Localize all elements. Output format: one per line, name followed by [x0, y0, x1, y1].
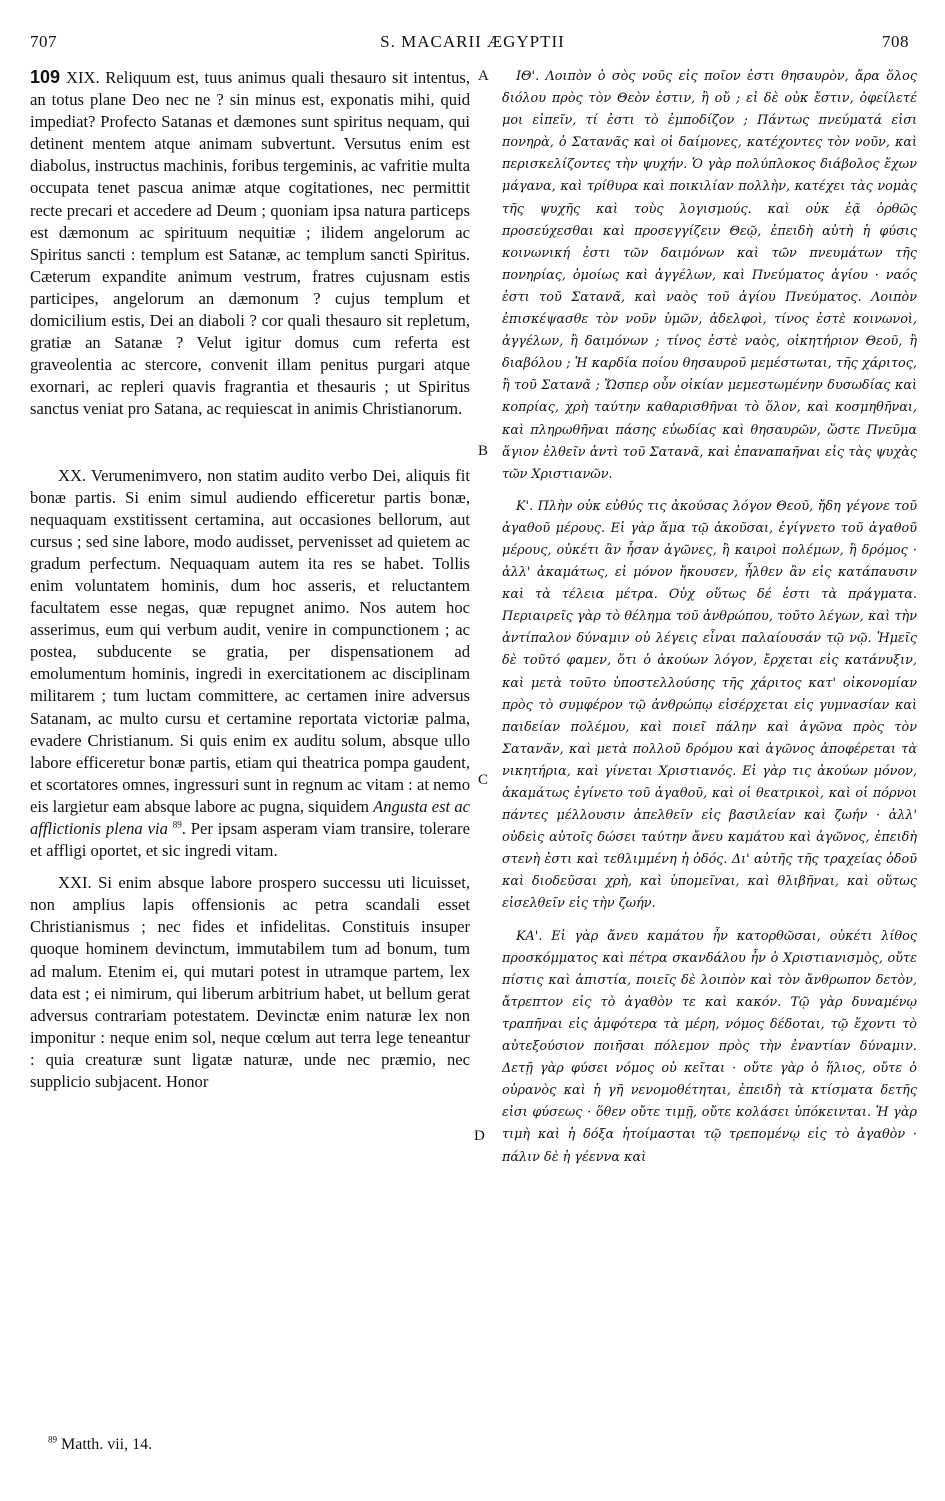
footnote-marker: 89 [172, 819, 182, 830]
latin-paragraph-xx-text: XX. Verumenimvero, non statim audito verbo Dei, aliquis fit bonæ partis. Si enim simul audiendo efficeretur partis bonæ, nequaquam exstitissent certamina, aut occasiones bellorum, aut cursus ; sed sine labore, modo audisset, pervenisset ad quietem ac gradum perfectum. Nequaquam autem ita res se habet. Tollis enim voluntatem hominis, dum hoc asseris, et reluctantem facultatem esse negas, quæ repugnet animo. Nos autem hoc asserimus, eum qui verbum audit, venire in compunctionem ; ac postea, subducente se gratia, per dispensationem ad emolumentum hominis, ingredi in exercitationem ac disciplinam militarem ; tum luctam committere, ac certamen inire adversus Satanam, ac multo cursu et certamine reportata victoriæ palma, evadere Christianum. Si quis enim ex auditu solum, absque ullo labore efficeretur bonæ partis, etiam qui theatrica pompa gaudent, et scortatores omnes, ingressuri sunt in regnum ac vitam : at nemo eis largietur eam absque labore ac pugna, siquidem [30, 465, 470, 816]
margin-letter-a: A [478, 68, 489, 84]
greek-paragraph-ith: ΙΘ'. Λοιπὸν ὁ σὸς νοῦς εἰς ποῖον ἐστι θησαυρὸν, ἄρα ὅλος διόλου πρὸς τὸν Θεὸν ἐστιν, ἢ οὔ ; εἰ δὲ οὐκ ἔστιν, ὀφείλετέ μοι εἰπεῖν, τί ἐστι τὸ ἐμποδίζον ; Πάντως πνεύματά εἰσι πονηρὰ, ὁ Σατανᾶς καὶ οἱ δαίμονες, κατέχοντες τὸν νοῦν, καὶ περισκελίζοντες τὴν ψυχήν. Ὁ γὰρ πολύπλοκος διάβολος ἔχων μάγανα, καὶ τρίθυρα καὶ ποικιλίαν πολλὴν, κατέχει τὰς νομὰς τῆς ψυχῆς καὶ τοὺς λογισμούς. καὶ οὐκ ἐᾷ ὀρθῶς προσεύχεσθαι καὶ προσεγγίζειν Θεῷ, ἐπειδὴ αὐτὴ ἡ φύσις κοινωνική ἐστι τῶν δαιμόνων καὶ τῶν πνευμάτων τῆς πονηρίας, ὁμοίως καὶ ἀγγέλων, καὶ Πνεύματος ἁγίου · ναός ἐστι τοῦ Σατανᾶ, καὶ ναὸς τοῦ ἁγίου Πνεύματος. Λοιπὸν ἐπισκέψασθε τὸν νοῦν ὑμῶν, ἀδελφοὶ, τίνος ἐστὲ κοινωνοὶ, ἀγγέλων, ἢ δαιμόνων ; τίνος ἐστὲ ναὸς, οἰκητήριον Θεοῦ, ἢ διαβόλου ; Ἡ καρδία ποίου θησαυροῦ μεμέστωται, τῆς χάριτος, ἢ τοῦ Σατανᾶ ; Ὥσπερ οὖν οἰκίαν μεμεστωμένην δυσωδίας καὶ κοπρίας, χρὴ ταύτην καθαρισθῆναι τὸ ὅλον, καὶ κοσμηθῆναι, καὶ πληρωθῆναι πάσης εὐωδίας καὶ θησαυρῶν, ὥστε Πνεῦμα ἅγιον ἐλθεῖν ἀντὶ τοῦ Σατανᾶ, καὶ ἐπαναπαῆναι εἰς τὰς ψυχὰς τῶν Χριστιανῶν. [502, 69, 917, 482]
latin-paragraph-xxi: XXI. Si enim absque labore prospero successu uti licuisset, non amplius lapis offensionis ac petra scandali esset Christianismus ; nec fides et infidelitas. Constituis insuper quoque hominem devinctum, immutabilem tum ad bonum, tum ad malum. Etenim ei, qui mutari potest in utramque partem, lex data est ; ei nimirum, qui liberum arbitrium habet, ut bellum gerat adversus contrariam potestatem. Devinctæ enim naturæ lex non imponitur : neque enim sol, neque cœlum aut terra lege teneantur : quia creaturæ sunt ligatæ naturæ, unde nec præmio, nec supplicio subjacent. Honor [30, 873, 470, 1092]
running-title: S. MACARII ÆGYPTII [380, 32, 565, 51]
page-header [0, 32, 945, 56]
latin-paragraph-xx [30, 465, 470, 863]
page-number-right: 708 [882, 32, 909, 51]
latin-column [30, 66, 470, 1093]
latin-paragraph-xix [30, 66, 470, 421]
footnote [30, 1436, 470, 1454]
greek-paragraph-k: Κ'. Πλὴν οὐκ εὐθύς τις ἀκούσας λόγον Θεοῦ, ἤδη γέγονε τοῦ ἀγαθοῦ μέρους. Εἰ γὰρ ἅμα τῷ ἀκοῦσαι, ἐγίγνετο τοῦ ἀγαθοῦ μέρους, οὐκέτι ἂν ἦσαν ἀγῶνες, ἢ καιροὶ πολέμων, ἢ δρόμος · ἀλλ' ἀκαμάτως, εἰ μόνον ἤκουσεν, ἦλθεν ἂν εἰς κατάπαυσιν καὶ τὰ τέλεια μέτρα. Οὐχ οὕτως δέ ἐστι τὰ πράγματα. Περιαιρεῖς γὰρ τὸ θέλημα τοῦ ἀνθρώπου, τοῦτο λέγων, καὶ τὴν ἀντίπαλον δύναμιν οὐ λέγεις εἶναι παλαίουσάν τῷ νῷ. Ἡμεῖς δὲ τοῦτό φαμεν, ὅτι ὁ ἀκούων λόγον, ἔρχεται εἰς κατάνυξιν, καὶ μετὰ τοῦτο ὑποστελλούσης τῆς χάριτος κατ' οἰκονομίαν πρὸς τὸ συμφέρον τῷ ἀνθρώπῳ εἰσέρχεται εἰς γυμνασίαν καὶ παιδείαν πολέμου, καὶ ποιεῖ πάλην καὶ ἀγῶνα πρὸς τὸν Σατανᾶν, καὶ μετὰ πολλοῦ δρόμου καὶ ἀγῶνος ἀποφέρεται τὰ νικητήρια, καὶ γίνεται Χριστιανός. Εἰ γὰρ τις ἀκούων μόνον, ἀκαμάτως ἐγίνετο τοῦ ἀγαθοῦ, καὶ οἱ θεατρικοὶ, καὶ οἱ πόρνοι πάντες μέλλουσιν ἀπελθεῖν εἰς βασιλείαν καὶ ζωήν · ἀλλ' οὐδεὶς αὐτοῖς δώσει ταύτην ἄνευ καμάτου καὶ ἀγῶνος, ἐπειδὴ στενὴ ἐστι καὶ τεθλιμμένη ἡ ὁδός. Δι' αὐτῆς τῆς τραχείας ὁδοῦ καὶ διοδεῦσαι χρὴ, καὶ ὑπομεῖναι, καὶ θλιβῆναι, καὶ οὕτως εἰσελθεῖν εἰς τὴν ζωήν. [502, 498, 917, 912]
latin-paragraph-xx-end: . Per ipsam asperam viam transire, tolerare et affligi oportet, et sic ingredi vitam. [30, 819, 471, 861]
scripture-quote: Angusta est ac afflictionis plena via [30, 796, 470, 838]
margin-letter-d: D [474, 1128, 485, 1144]
footnote-text: Matth. vii, 14. [57, 1436, 153, 1453]
margin-letter-b: B [478, 443, 489, 459]
latin-paragraph-xix-text: XIX. Reliquum est, tuus animus quali thesauro sit intentus, an totus plane Deo nec ne ? sin minus est, exponatis mihi, quid impediat? Profecto Satanas et dæmones sunt spiritus nequam, qui detinent mentem atque animam subvertunt. Versutus enim est diabolus, instructus machinis, foribus tergeminis, ac vafritie multa occupata tenet pascua animæ atque cogitationes, nec permittit recte precari et accedere ad Deum ; quoniam ipsa natura particeps est dæmonum ac spirituum nequitiæ ; ilidem angelorum ac Spiritus sancti : templum est Satanæ, ac templum sancti Spiritus. Cæterum expandite animum vestrum, fratres cujusnam estis participes, angelorum an dæmonum ? cujus templum et domicilium estis, Dei an diaboli ? cor quali thesauro sit repletum, gratiæ an Satanæ ? Velut igitur domus cum referta est graveolentia ac stercore, convenit illam penitus purgari atque exornari, ac repleri quavis fragrantia et thesauris ; ut Spiritus sanctus veniat pro Satana, ac requiescat in animis Christianorum. [30, 68, 470, 419]
greek-paragraph-ka: ΚΑ'. Εἰ γὰρ ἄνευ καμάτου ἦν κατορθῶσαι, οὐκέτι λίθος προσκόμματος καὶ πέτρα σκανδάλου ἦν ὁ Χριστιανισμὸς, οὔτε πίστις καὶ ἀπιστία, ποιεῖς δὲ λοιπὸν καὶ τὸν ἄνθρωπον δετὸν, ἄτρεπτον εἰς τὸ ἀγαθὸν τε καὶ κακόν. Τῷ γὰρ δυναμένῳ τραπῆναι εἰς ἀμφότερα τὰ μέρη, νόμος δέδοται, τῷ ἔχοντι τὸ αὐτεξούσιον ποιῆσαι πόλεμον πρὸς τὴν ἐναντίαν δύναμιν. Δετῇ γὰρ φύσει νόμος οὐ κεῖται · οὔτε γὰρ ὁ ἥλιος, οὔτε ὁ οὐρανὸς καὶ ἡ γῆ νενομοθέτηται, ἐπειδὴ τὰ κτίσματα δετῆς εἰσι φύσεως · ὅθεν οὔτε τιμῇ, οὔτε κολάσει ὑπόκεινται. Ἡ γὰρ τιμὴ καὶ ἡ δόξα ἡτοίμασται τῷ τρεπομένῳ εἰς τὸ ἀγαθὸν · πάλιν δὲ ἡ γέεννα καὶ [502, 928, 917, 1165]
footnote-number: 89 [48, 1434, 57, 1445]
page-number-left: 707 [30, 32, 57, 51]
margin-letter-c: C [478, 772, 489, 788]
section-number: 109 [30, 67, 61, 87]
greek-column [502, 66, 917, 1169]
